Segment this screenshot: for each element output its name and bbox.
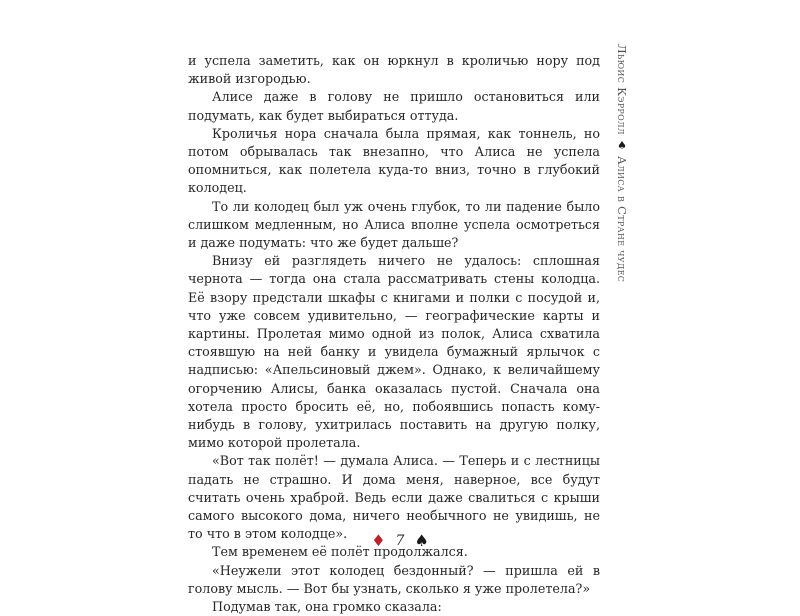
paragraph: Подумав так, она громко сказала: [212, 599, 442, 615]
paragraph: «Вот так полёт! — думала Алиса. — Теперь и с лестницы падать не страшно. И дома меня, наверное, все будут считать очень храброй. Ведь если даже свалиться с крыши самого высокого дома, ничего необычного не увидишь, не то что в этом колодце». [188, 453, 600, 542]
diamond-icon: ♦ [371, 531, 386, 550]
running-head-title: Алиса в Стране чудес [615, 156, 629, 283]
page-number: 7 [395, 533, 405, 549]
paragraph: «Неужели этот колодец бездонный? — пришла ей в голову мысль. — Вот бы узнать, сколько я уже пролетела?» [188, 562, 600, 596]
paragraph: Тем временем её полёт продолжался. [212, 544, 468, 560]
paragraph: Кроличья нора сначала была прямая, как тоннель, но потом обрывалась так внезапно, что Алиса не успела опомниться, как полетела куда-то вниз, точно в глубокий колодец. [188, 125, 600, 196]
page-footer [0, 531, 800, 551]
running-head [612, 44, 632, 344]
running-head-author: Льюис Кэрролл [615, 44, 629, 135]
paragraph: Внизу ей разглядеть ничего не удалось: сплошная чернота — тогда она стала рассматривать стены колодца. Её взору предстали шкафы с книгами и полки с посудой и, что уже совсем удивительно, — географические карты и картины. Пролетая мимо одной из полок, Алиса схватила стоявшую на ней банку и увидела бумажный ярлычок с надписью: «Апельсиновый джем». Однако, к величайшему огорчению Алисы, банка оказалась пустой. Сначала она хотела просто бросить её, но, побоявшись попасть кому-нибудь в голову, ухитрилась поставить на другую полку, мимо которой пролетала. [188, 253, 600, 451]
paragraph: То ли колодец был уж очень глубок, то ли падение было слишком медленным, но Алиса вполне успела осмотреться и даже подумать: что же будет дальше? [188, 198, 600, 251]
paragraph: и успела заметить, как он юркнул в кроличью нору под живой изгородью. [188, 53, 600, 87]
spade-icon: ♠ [414, 531, 429, 550]
paragraph: Алисе даже в голову не пришло остановиться или подумать, как будет выбираться оттуда. [188, 89, 600, 123]
spade-icon: ♠ [615, 138, 629, 153]
